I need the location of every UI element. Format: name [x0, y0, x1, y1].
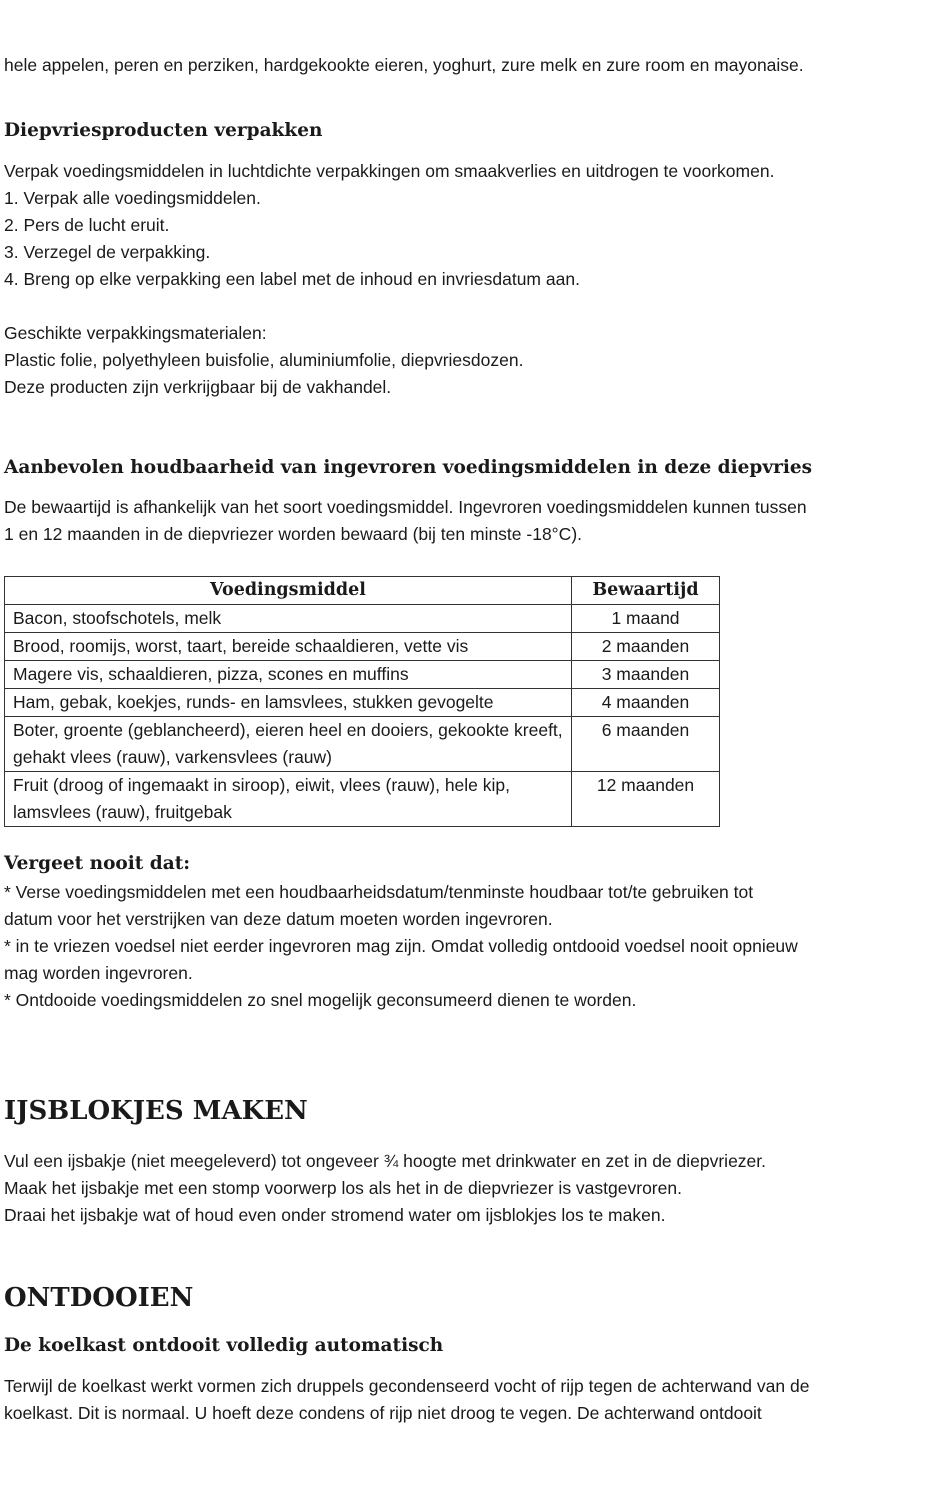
table-row	[5, 661, 720, 689]
defrost-heading: ONTDOOIEN	[4, 1283, 194, 1313]
column-header-food: Voedingsmiddel	[5, 577, 572, 605]
reminder-line: * in te vriezen voedsel niet eerder ingevroren mag zijn. Omdat volledig ontdooid voedsel nooit opnieuw	[4, 936, 798, 956]
column-header-time: Bewaartijd	[572, 577, 720, 605]
reminder-line: * Ontdooide voedingsmiddelen zo snel mogelijk geconsumeerd dienen te worden.	[4, 990, 637, 1010]
reminder-line: * Verse voedingsmiddelen met een houdbaarheidsdatum/tenminste houdbaar tot/te gebruiken tot	[4, 882, 754, 902]
table-header-row	[5, 577, 720, 605]
time-cell: 6 maanden	[572, 717, 720, 772]
storage-intro-line: 1 en 12 maanden in de diepvriezer worden bewaard (bij ten minste -18°C).	[4, 524, 583, 544]
table-row	[5, 605, 720, 633]
materials-list: Plastic folie, polyethyleen buisfolie, aluminiumfolie, diepvriesdozen.	[4, 350, 524, 370]
table-row	[5, 689, 720, 717]
food-cell: Bacon, stoofschotels, melk	[5, 605, 572, 633]
food-cell: Fruit (droog of ingemaakt in siroop), eiwit, vlees (rauw), hele kip, lamsvlees (rauw), fruitgebak	[5, 772, 572, 827]
storage-heading: Aanbevolen houdbaarheid van ingevroren voedingsmiddelen in deze diepvries	[4, 457, 813, 478]
packaging-step: 4. Breng op elke verpakking een label met de inhoud en invriesdatum aan.	[4, 269, 580, 289]
time-cell: 1 maand	[572, 605, 720, 633]
ice-line: Vul een ijsbakje (niet meegeleverd) tot ongeveer ¾ hoogte met drinkwater en zet in de diepvriezer.	[4, 1151, 767, 1171]
time-cell: 3 maanden	[572, 661, 720, 689]
packaging-heading: Diepvriesproducten verpakken	[4, 120, 323, 141]
defrost-line: Terwijl de koelkast werkt vormen zich druppels gecondenseerd vocht of rijp tegen de achterwand van de	[4, 1376, 810, 1396]
reminder-heading: Vergeet nooit dat:	[4, 853, 191, 874]
table-row	[5, 633, 720, 661]
packaging-step: 3. Verzegel de verpakking.	[4, 242, 211, 262]
time-cell: 12 maanden	[572, 772, 720, 827]
intro-line: hele appelen, peren en perziken, hardgekookte eieren, yoghurt, zure melk en zure room en mayonaise.	[4, 55, 804, 75]
reminder-line: datum voor het verstrijken van deze datum moeten worden ingevroren.	[4, 909, 553, 929]
food-cell: Ham, gebak, koekjes, runds- en lamsvlees, stukken gevogelte	[5, 689, 572, 717]
packaging-step: 2. Pers de lucht eruit.	[4, 215, 170, 235]
storage-intro-line: De bewaartijd is afhankelijk van het soort voedingsmiddel. Ingevroren voedingsmiddelen kunnen tussen	[4, 497, 807, 517]
ice-line: Maak het ijsbakje met een stomp voorwerp los als het in de diepvriezer is vastgevroren.	[4, 1178, 682, 1198]
availability-note: Deze producten zijn verkrijgbaar bij de vakhandel.	[4, 377, 392, 397]
food-cell: Boter, groente (geblancheerd), eieren heel en dooiers, gekookte kreeft, gehakt vlees (rauw), varkensvlees (rauw)	[5, 717, 572, 772]
ice-line: Draai het ijsbakje wat of houd even onder stromend water om ijsblokjes los te maken.	[4, 1205, 666, 1225]
packaging-intro: Verpak voedingsmiddelen in luchtdichte verpakkingen om smaakverlies en uitdrogen te voorkomen.	[4, 161, 775, 181]
defrost-line: koelkast. Dit is normaal. U hoeft deze condens of rijp niet droog te vegen. De achterwand ontdooit	[4, 1403, 762, 1423]
defrost-subheading: De koelkast ontdooit volledig automatisch	[4, 1335, 444, 1356]
reminder-line: mag worden ingevroren.	[4, 963, 193, 983]
table-row	[5, 717, 720, 772]
materials-label: Geschikte verpakkingsmaterialen:	[4, 323, 267, 343]
table-row	[5, 772, 720, 827]
food-cell: Magere vis, schaaldieren, pizza, scones en muffins	[5, 661, 572, 689]
food-cell: Brood, roomijs, worst, taart, bereide schaaldieren, vette vis	[5, 633, 572, 661]
time-cell: 2 maanden	[572, 633, 720, 661]
packaging-step: 1. Verpak alle voedingsmiddelen.	[4, 188, 261, 208]
storage-table	[4, 576, 720, 827]
ice-heading: IJSBLOKJES MAKEN	[4, 1096, 308, 1126]
time-cell: 4 maanden	[572, 689, 720, 717]
